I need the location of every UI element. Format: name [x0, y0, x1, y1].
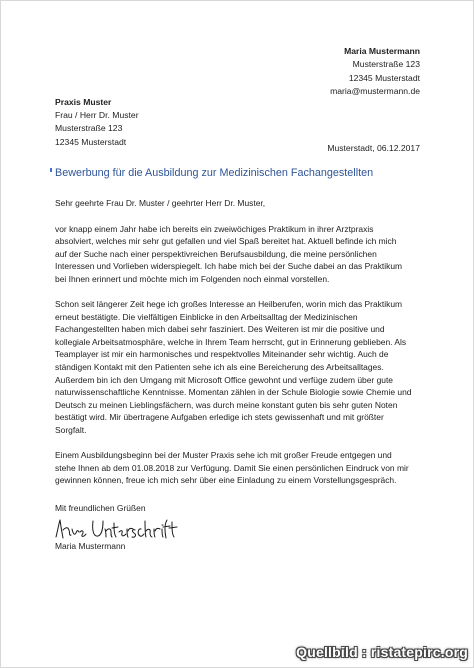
body-line: Schon seit längerer Zeit hege ich großes Interesse an Heilberufen, worin mich das Praktikum: [55, 299, 403, 310]
body-line: Teamplayer ist mir ein harmonisches und respektvolles Miteinander sehr wichtig. Auch de: [55, 349, 389, 360]
body-line: Fachangestellten haben mich dabei sehr fasziniert. Des Weiteren ist mir die positive und: [55, 324, 385, 335]
body-line: bei Ihnen erinnert und möchte mich im Folgenden noch einmal vorstellen.: [55, 273, 330, 284]
sender-email: maria@mustermann.de: [330, 86, 420, 97]
sender-city: 12345 Musterstadt: [348, 72, 420, 83]
letter-date: Musterstadt, 06.12.2017: [327, 143, 420, 153]
recipient-address-block: [55, 96, 139, 149]
body-line: bestätigt wird. Mir übertragene Aufgaben erledige ich stets gewissenhaft und mit größter: [55, 412, 384, 423]
body-line: Interessen und Vorlieben widerspiegelt. Ich habe mich bei der Suche dabei an das Praktikum: [55, 261, 403, 272]
sender-street: Musterstraße 123: [352, 59, 420, 70]
body-line: vor knapp einem Jahr habe ich bereits ein zweiwöchiges Praktikum in ihrer Arztpraxis: [55, 223, 374, 234]
image-source-credit: Quellbild : ristatepirc.org: [296, 644, 468, 660]
paragraph-1: [55, 223, 427, 286]
handwritten-signature: [53, 517, 183, 541]
recipient-street: Musterstraße 123: [55, 123, 123, 134]
paragraph-2: [55, 298, 427, 436]
recipient-contact: Frau / Herr Dr. Muster: [55, 110, 139, 121]
body-line: naturwissenschaftliche Kenntnisse. Momentan zählen in der Schule Biologie sowie Chemie und: [55, 387, 412, 398]
letter-body: [55, 197, 427, 500]
body-line: stehe Ihnen ab dem 01.08.2018 zur Verfügung. Damit Sie einen persönlichen Eindruck von mir: [55, 462, 409, 473]
body-line: erneut bestätigte. Die vielfältigen Einblicke in den Arbeitsalltag der Medizinischen: [55, 311, 358, 322]
body-line: kollegiale Arbeitsatmosphäre, welche in Ihrem Team herrscht, gut in Erinnerung geblieben. Als: [55, 336, 407, 347]
body-line: Sorgfalt.: [55, 424, 87, 435]
recipient-company: Praxis Muster: [55, 97, 112, 107]
body-line: auf der Suche nach einer perspektivreichen Berufsausbildung, die meine persönlichen: [55, 248, 377, 259]
paragraph-3: [55, 449, 427, 487]
letter-subject: Bewerbung für die Ausbildung zur Medizinischen Fachangestellten: [55, 167, 374, 179]
subject-marker: [50, 168, 52, 172]
closing-phrase: Mit freundlichen Grüßen: [55, 503, 146, 513]
recipient-city: 12345 Musterstadt: [55, 136, 127, 147]
signer-name: Maria Mustermann: [55, 541, 126, 551]
sender-name: Maria Mustermann: [344, 46, 420, 56]
sender-address-block: [330, 45, 420, 99]
body-line: Außerdem bin ich den Umgang mit Microsoft Office gewohnt und verfüge zudem über gute: [55, 374, 393, 385]
body-line: Einem Ausbildungsbeginn bei der Muster Praxis sehe ich mit großer Freude entgegen und: [55, 450, 392, 461]
body-line: absolviert, welches mir sehr gut gefallen und viel Spaß bereitet hat. Aktuell befinde ich mich: [55, 236, 397, 247]
body-line: Deutsch zu meinen Lieblingsfächern, was durch meine konstant guten bis sehr guten Noten: [55, 399, 398, 410]
body-line: ständigen Kontakt mit den Patienten sehe ich als eine Bereicherung des Arbeitsalltages.: [55, 362, 384, 373]
salutation: Sehr geehrte Frau Dr. Muster / geehrter Herr Dr. Muster,: [55, 198, 266, 208]
body-line: gewinnen können, freue ich mich sehr über eine Einladung zu einem Vorstellungsgespräch.: [55, 475, 397, 486]
